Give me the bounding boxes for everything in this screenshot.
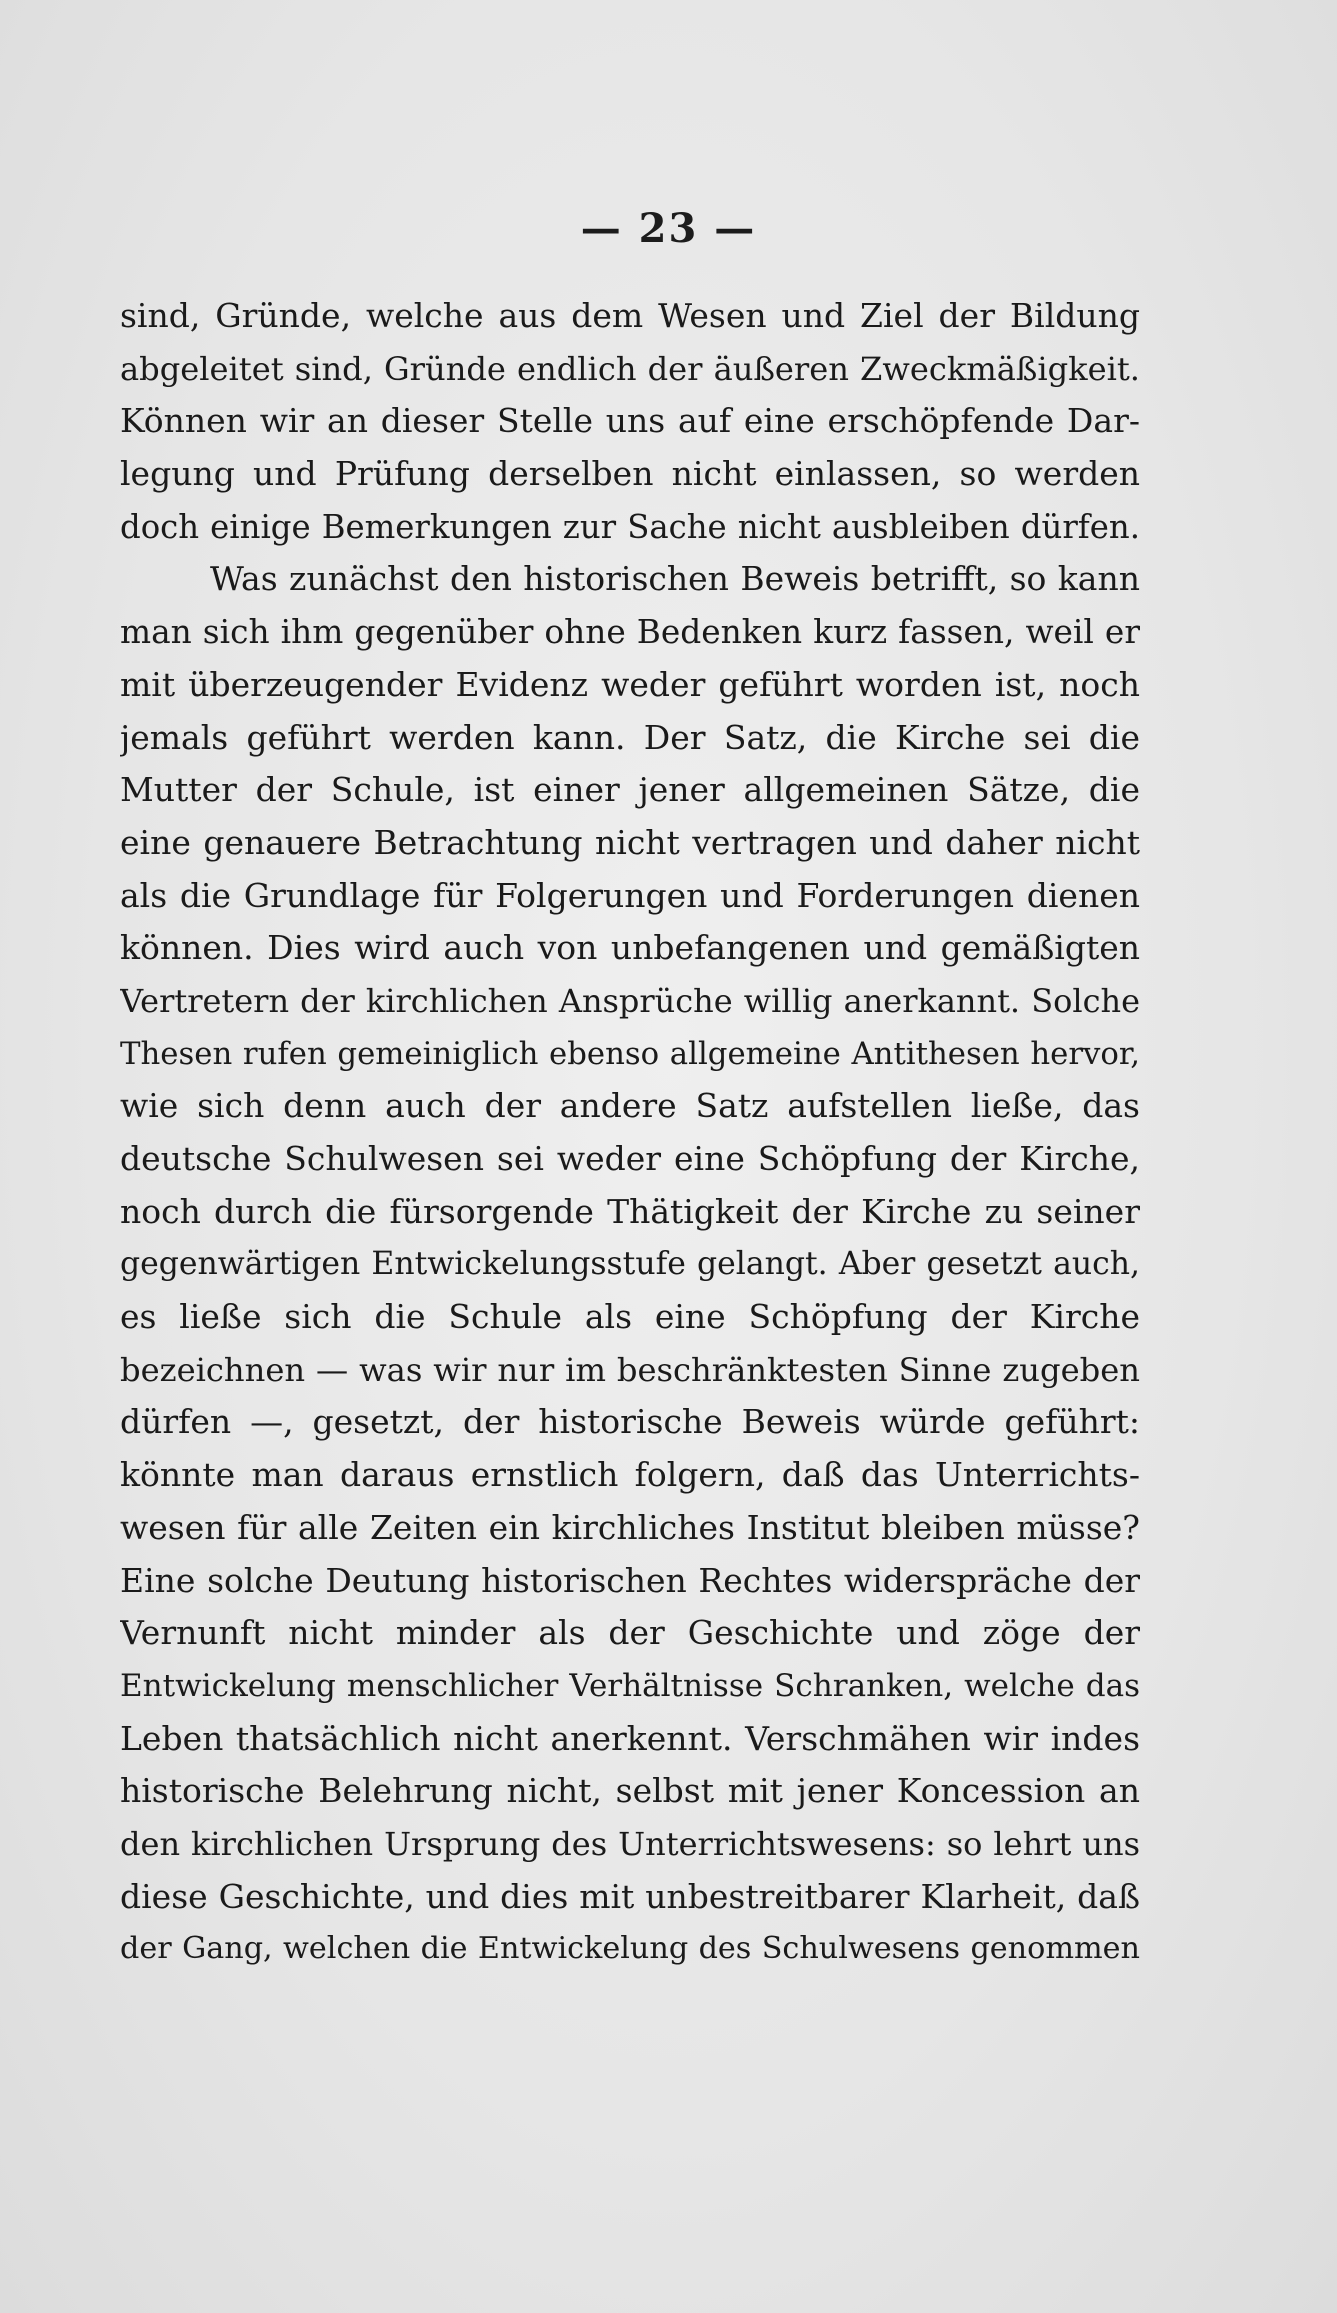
text-line: jemals geführt werden kann. Der Satz, die Kirche sei die xyxy=(120,717,1140,757)
text-line: man sich ihm gegenüber ohne Bedenken kurz fassen, weil er xyxy=(120,613,1140,652)
text-line: der Gang, welchen die Entwickelung des Schulwesens genommen xyxy=(120,1931,1140,1967)
text-line: Vertretern der kirchlichen Ansprüche willig anerkannt. Solche xyxy=(120,981,1140,1020)
text-line: es ließe sich die Schule als eine Schöpfung der Kirche xyxy=(120,1297,1140,1337)
text-line: Thesen rufen gemeiniglich ebenso allgemeine Antithesen hervor, xyxy=(120,1035,1140,1072)
page-number: — 23 — xyxy=(580,205,757,252)
text-line: könnte man daraus ernstlich folgern, daß das Unterrichts- xyxy=(120,1455,1140,1495)
text-line: Leben thatsächlich nicht anerkennt. Verschmähen wir indes xyxy=(120,1718,1140,1758)
text-line: können. Dies wird auch von unbefangenen und gemäßigten xyxy=(120,928,1140,968)
text-line: Vernunft nicht minder als der Geschichte und zöge der xyxy=(120,1613,1140,1653)
text-line: eine genauere Betrachtung nicht vertragen und daher nicht xyxy=(120,822,1140,862)
text-line: abgeleitet sind, Gründe endlich der äußeren Zweckmäßigkeit. xyxy=(120,349,1140,388)
text-line: mit überzeugender Evidenz weder geführt worden ist, noch xyxy=(120,664,1140,704)
text-line: Können wir an dieser Stelle uns auf eine erschöpfende Dar- xyxy=(120,401,1140,441)
text-line: Eine solche Deutung historischen Rechtes widerspräche der xyxy=(120,1560,1140,1600)
text-line: Was zunächst den historischen Beweis betrifft, so kann xyxy=(210,559,1140,599)
text-line: gegenwärtigen Entwickelungsstufe gelangt. Aber gesetzt auch, xyxy=(120,1246,1140,1283)
text-line: als die Grundlage für Folgerungen und Forderungen dienen xyxy=(120,875,1140,915)
text-line: historische Belehrung nicht, selbst mit jener Koncession an xyxy=(120,1771,1140,1811)
text-line: wesen für alle Zeiten ein kirchliches Institut bleiben müsse? xyxy=(120,1507,1140,1547)
text-line: Entwickelung menschlicher Verhältnisse Schranken, welche das xyxy=(120,1667,1140,1704)
text-line: sind, Gründe, welche aus dem Wesen und Ziel der Bildung xyxy=(120,296,1140,335)
text-line: wie sich denn auch der andere Satz aufstellen ließe, das xyxy=(120,1086,1140,1126)
text-line: Mutter der Schule, ist einer jener allgemeinen Sätze, die xyxy=(120,770,1140,810)
text-line: legung und Prüfung derselben nicht einlassen, so werden xyxy=(120,454,1140,494)
text-line: noch durch die fürsorgende Thätigkeit der Kirche zu seiner xyxy=(120,1191,1140,1231)
text-line: dürfen —, gesetzt, der historische Beweis würde geführt: xyxy=(120,1402,1140,1442)
text-line: den kirchlichen Ursprung des Unterrichtswesens: so lehrt uns xyxy=(120,1824,1140,1863)
body-text xyxy=(120,290,1140,1976)
text-line: diese Geschichte, und dies mit unbestreitbarer Klarheit, daß xyxy=(120,1876,1140,1916)
text-line: bezeichnen — was wir nur im beschränktesten Sinne zugeben xyxy=(120,1350,1140,1389)
text-line: doch einige Bemerkungen zur Sache nicht ausbleiben dürfen. xyxy=(120,507,1140,546)
text-line: deutsche Schulwesen sei weder eine Schöpfung der Kirche, xyxy=(120,1139,1140,1178)
